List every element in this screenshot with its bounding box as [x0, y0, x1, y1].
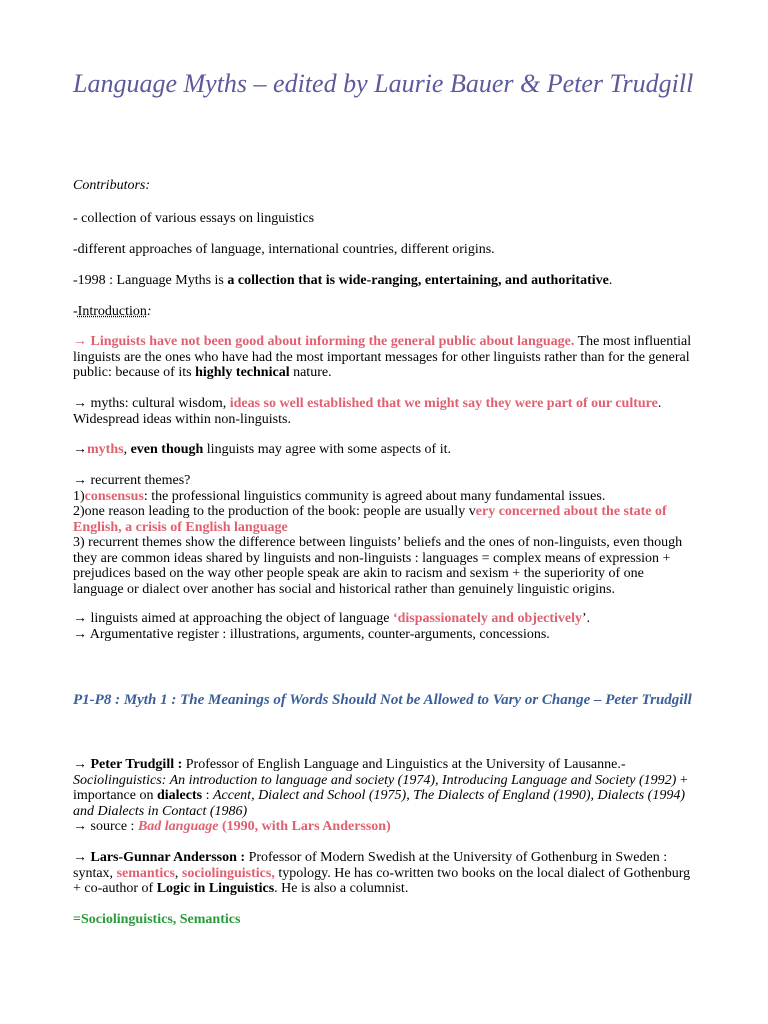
text: linguists may agree with some aspects of it.	[203, 442, 451, 457]
bold-text: even though	[130, 442, 204, 457]
arrow: →	[73, 757, 91, 772]
highlight-text: ‘dispassionately and objectively	[392, 611, 582, 626]
highlight-text: sociolinguistics,	[181, 865, 275, 881]
themes-question: → recurrent themes?	[73, 473, 191, 488]
highlight-text: Linguists have not been good about informing the general public about language.	[90, 334, 575, 349]
text: . He is also a columnist.	[274, 881, 409, 896]
text: -	[73, 304, 78, 319]
arrow: →	[73, 442, 87, 457]
bullet-approaches: -different approaches of language, international countries, different origins.	[73, 242, 495, 257]
text: → myths: cultural wisdom,	[73, 396, 230, 411]
paragraph-approach	[73, 611, 695, 642]
text: → linguists aimed at approaching the object of language	[73, 611, 393, 626]
bullet-1998	[73, 273, 695, 289]
paragraph-myths-even-though	[73, 442, 695, 458]
paragraph-trudgill	[73, 757, 695, 835]
bold-text: Lars-Gunnar Andersson :	[90, 850, 246, 865]
theme-3: 3) recurrent themes show the difference between linguists’ beliefs and the ones of non-linguists, even though they are common ideas shared by linguists and non-linguists : languages = complex means of expression + prejudices based on the way other people speak are akin to racism and sexism + the superiority of one language or dialect over another has social and historical rather than genuinely linguistic origins.	[73, 535, 683, 597]
paragraph-recurrent-themes	[73, 473, 695, 597]
text: ’.	[581, 611, 591, 626]
text: typology. He has co-written two books on the local dialect of Gothenburg + co-author of	[73, 865, 691, 896]
section-heading: P1-P8 : Myth 1 : The Meanings of Words Should Not be Allowed to Vary or Change – Peter Trudgill	[73, 692, 692, 708]
paragraph-myths-wisdom	[73, 396, 695, 427]
paragraph-andersson	[73, 850, 695, 897]
bold-text: dialects	[156, 788, 203, 803]
highlight-text: Bad language	[137, 819, 219, 834]
text: → source :	[73, 819, 138, 834]
highlight-text: consensus	[84, 488, 144, 504]
text: 1)	[73, 488, 85, 504]
bold-text: highly technical	[195, 365, 290, 380]
text: 2)one reason leading to the production of the book: people are usually v	[73, 504, 476, 519]
source-line	[73, 819, 695, 835]
summary-line: =Sociolinguistics, Semantics	[73, 912, 241, 927]
bold-text: Peter Trudgill :	[90, 757, 183, 772]
highlight-text: (1990, with Lars Andersson)	[218, 819, 391, 834]
bold-text: a collection that is wide-ranging, entertaining, and authoritative	[227, 273, 609, 288]
contributors-label: Contributors:	[73, 178, 151, 193]
text: .	[608, 273, 613, 288]
arrow: →	[73, 850, 91, 865]
text: nature.	[289, 365, 332, 380]
bullet-collection: - collection of various essays on linguistics	[73, 211, 315, 226]
text: Professor of Modern Swedish at the University of Gothenburg in Sweden : syntax,	[73, 850, 668, 881]
text: : the professional linguistics community is agreed about many fundamental issues.	[143, 488, 606, 504]
highlight-text: ery concerned about the state of English, a crisis of English language	[73, 504, 667, 535]
approach-line	[73, 611, 695, 627]
bold-text: Logic in Linguistics	[156, 881, 275, 896]
introduction-line	[73, 304, 695, 320]
italic-text: Accent, Dialect and School (1975), The Dialects of England (1990), Dialects (1994) and Dialects in Contact (1986)	[73, 788, 685, 819]
arrow: →	[73, 334, 91, 349]
highlight-text: ideas so well established that we might say they were part of our culture	[229, 396, 658, 411]
text: The most influential linguists are the ones who have had the most important messages for other linguists rather than for the general public: because of its	[73, 334, 692, 380]
highlight-text: myths	[87, 442, 124, 457]
text: ,	[123, 442, 131, 457]
document-title: Language Myths – edited by Laurie Bauer & Peter Trudgill	[73, 69, 694, 98]
text: :	[146, 304, 152, 319]
theme-2	[73, 504, 695, 535]
introduction-label: Introduction	[77, 304, 147, 319]
register-line: → Argumentative register : illustrations, arguments, counter-arguments, concessions.	[73, 626, 550, 642]
text: Professor of English Language and Linguistics at the University of Lausanne.-	[182, 757, 626, 772]
text: :	[202, 788, 213, 803]
text: + importance on	[73, 772, 688, 803]
highlight-text: semantics	[116, 865, 175, 881]
text: ,	[174, 865, 182, 881]
italic-text: Sociolinguistics: An introduction to language and society (1974), Introducing Language and Society (1992)	[73, 772, 677, 788]
text: . Widespread ideas within non-linguists.	[73, 396, 662, 427]
paragraph-linguists	[73, 334, 695, 381]
text: -1998 : Language Myths is	[73, 273, 228, 288]
theme-1	[73, 489, 695, 505]
